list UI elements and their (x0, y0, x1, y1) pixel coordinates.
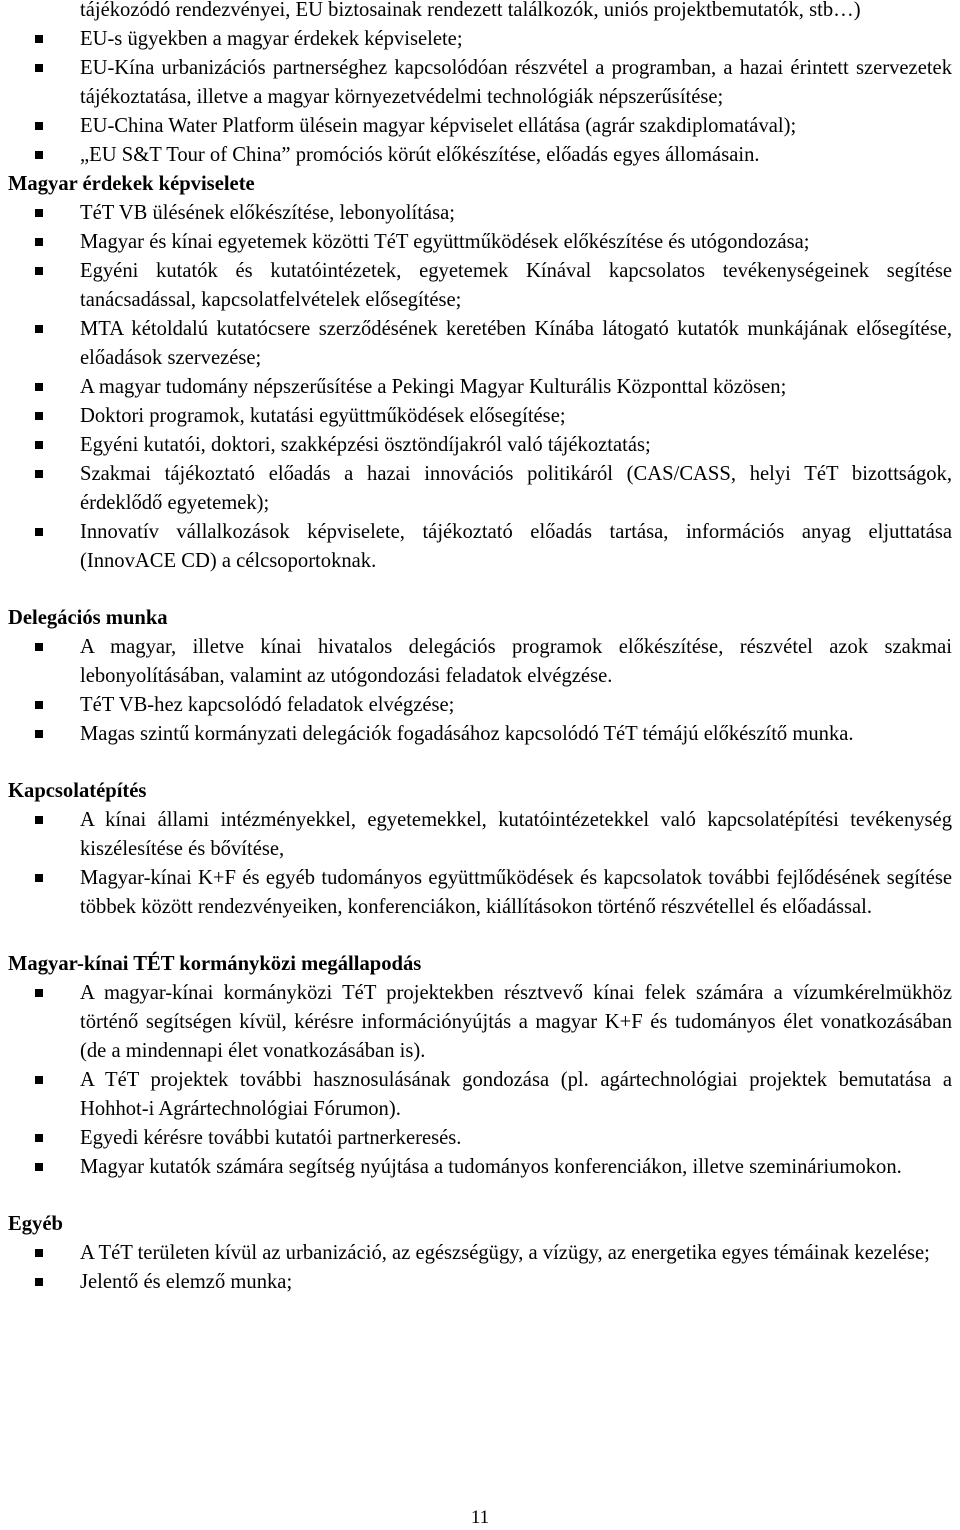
section-list (8, 633, 952, 749)
section-delegation-work (8, 604, 952, 749)
square-bullet-icon (35, 1249, 43, 1257)
list-item: MTA kétoldalú kutatócsere szerződésének keretében Kínába látogató kutatók munkájának elősegítése, előadások szervezése; (8, 315, 952, 373)
continued-paragraph: tájékozódó rendezvényei, EU biztosainak rendezett találkozók, uniós projektbemutatók, stb…) (80, 0, 861, 21)
list-item: A TéT projektek további hasznosulásának gondozása (pl. agártechnológiai projektek bemutatása a Hohhot-i Agrártechnológiai Fórumon). (8, 1066, 952, 1124)
square-bullet-icon (35, 383, 43, 391)
square-bullet-icon (35, 470, 43, 478)
list-item: EU-Kína urbanizációs partnerséghez kapcsolódóan részvétel a programban, a hazai érintett szervezetek tájékoztatása, illetve a magyar környezetvédelmi technológiák népszerűsítése; (8, 54, 952, 112)
square-bullet-icon (35, 151, 43, 159)
intro-block (8, 0, 952, 170)
list-item: Doktori programok, kutatási együttműködések elősegítése; (8, 402, 952, 431)
square-bullet-icon (35, 325, 43, 333)
section-intergovernmental-agreement (8, 950, 952, 1182)
square-bullet-icon (35, 701, 43, 709)
square-bullet-icon (35, 730, 43, 738)
section-heading: Egyéb (8, 1213, 63, 1235)
intro-list (8, 25, 952, 170)
list-item: TéT VB ülésének előkészítése, lebonyolítása; (8, 199, 952, 228)
list-item: A magyar, illetve kínai hivatalos delegációs programok előkészítése, részvétel azok szakmai lebonyolításában, valamint az utógondozási feladatok elvégzése. (8, 633, 952, 691)
section-list (8, 979, 952, 1182)
square-bullet-icon (35, 874, 43, 882)
section-list (8, 199, 952, 576)
square-bullet-icon (35, 528, 43, 536)
section-heading: Kapcsolatépítés (8, 780, 147, 802)
list-item: Egyedi kérésre további kutatói partnerkeresés. (8, 1124, 952, 1153)
section-list (8, 806, 952, 922)
list-item: A magyar tudomány népszerűsítése a Pekingi Magyar Kulturális Központtal közösen; (8, 373, 952, 402)
list-item: Egyéni kutatók és kutatóintézetek, egyetemek Kínával kapcsolatos tevékenységeinek segítése tanácsadással, kapcsolatfelvételek elősegítése; (8, 257, 952, 315)
square-bullet-icon (35, 1163, 43, 1171)
page-number: 11 (470, 1507, 490, 1528)
square-bullet-icon (35, 35, 43, 43)
list-item: EU-s ügyekben a magyar érdekek képviselete; (8, 25, 952, 54)
list-item: Magyar és kínai egyetemek közötti TéT együttműködések előkészítése és utógondozása; (8, 228, 952, 257)
square-bullet-icon (35, 441, 43, 449)
square-bullet-icon (35, 816, 43, 824)
list-item: A magyar-kínai kormányközi TéT projektekben résztvevő kínai felek számára a vízumkérelmükhöz történő segítségen kívül, kérésre információnyújtás a magyar K+F és tudományos élet vonatkozásában (de a mindennapi élet vonatkozásában is). (8, 979, 952, 1066)
section-relationship-building (8, 777, 952, 922)
square-bullet-icon (35, 989, 43, 997)
section-heading: Delegációs munka (8, 607, 168, 629)
list-item: Egyéni kutatói, doktori, szakképzési ösztöndíjakról való tájékoztatás; (8, 431, 952, 460)
section-list (8, 1239, 952, 1297)
square-bullet-icon (35, 209, 43, 217)
square-bullet-icon (35, 1278, 43, 1286)
section-hungarian-interests (8, 170, 952, 576)
square-bullet-icon (35, 64, 43, 72)
square-bullet-icon (35, 643, 43, 651)
square-bullet-icon (35, 412, 43, 420)
list-item: EU-China Water Platform ülésein magyar képviselet ellátása (agrár szakdiplomatával); (8, 112, 952, 141)
square-bullet-icon (35, 1076, 43, 1084)
section-other (8, 1210, 952, 1297)
section-heading: Magyar-kínai TÉT kormányközi megállapodás (8, 953, 422, 975)
list-item: Jelentő és elemző munka; (8, 1268, 952, 1297)
list-item: A kínai állami intézményekkel, egyetemekkel, kutatóintézetekkel való kapcsolatépítési tevékenység kiszélesítése és bővítése, (8, 806, 952, 864)
square-bullet-icon (35, 238, 43, 246)
list-item: Magyar-kínai K+F és egyéb tudományos együttműködések és kapcsolatok további fejlődésének segítése többek között rendezvényeiken, konferenciákon, kiállításokon történő részvétellel és előadással. (8, 864, 952, 922)
square-bullet-icon (35, 267, 43, 275)
square-bullet-icon (35, 1134, 43, 1142)
list-item: Magas szintű kormányzati delegációk fogadásához kapcsolódó TéT témájú előkészítő munka. (8, 720, 952, 749)
section-heading: Magyar érdekek képviselete (8, 173, 255, 195)
list-item: TéT VB-hez kapcsolódó feladatok elvégzése; (8, 691, 952, 720)
square-bullet-icon (35, 122, 43, 130)
document-body (8, 0, 952, 1297)
list-item: Innovatív vállalkozások képviselete, tájékoztató előadás tartása, információs anyag eljuttatása (InnovACE CD) a célcsoportoknak. (8, 518, 952, 576)
list-item: Szakmai tájékoztató előadás a hazai innovációs politikáról (CAS/CASS, helyi TéT bizottságok, érdeklődő egyetemek); (8, 460, 952, 518)
list-item: A TéT területen kívül az urbanizáció, az egészségügy, a vízügy, az energetika egyes témáinak kezelése; (8, 1239, 952, 1268)
list-item: Magyar kutatók számára segítség nyújtása a tudományos konferenciákon, illetve szemináriumokon. (8, 1153, 952, 1182)
list-item: „EU S&T Tour of China” promóciós körút előkészítése, előadás egyes állomásain. (8, 141, 952, 170)
